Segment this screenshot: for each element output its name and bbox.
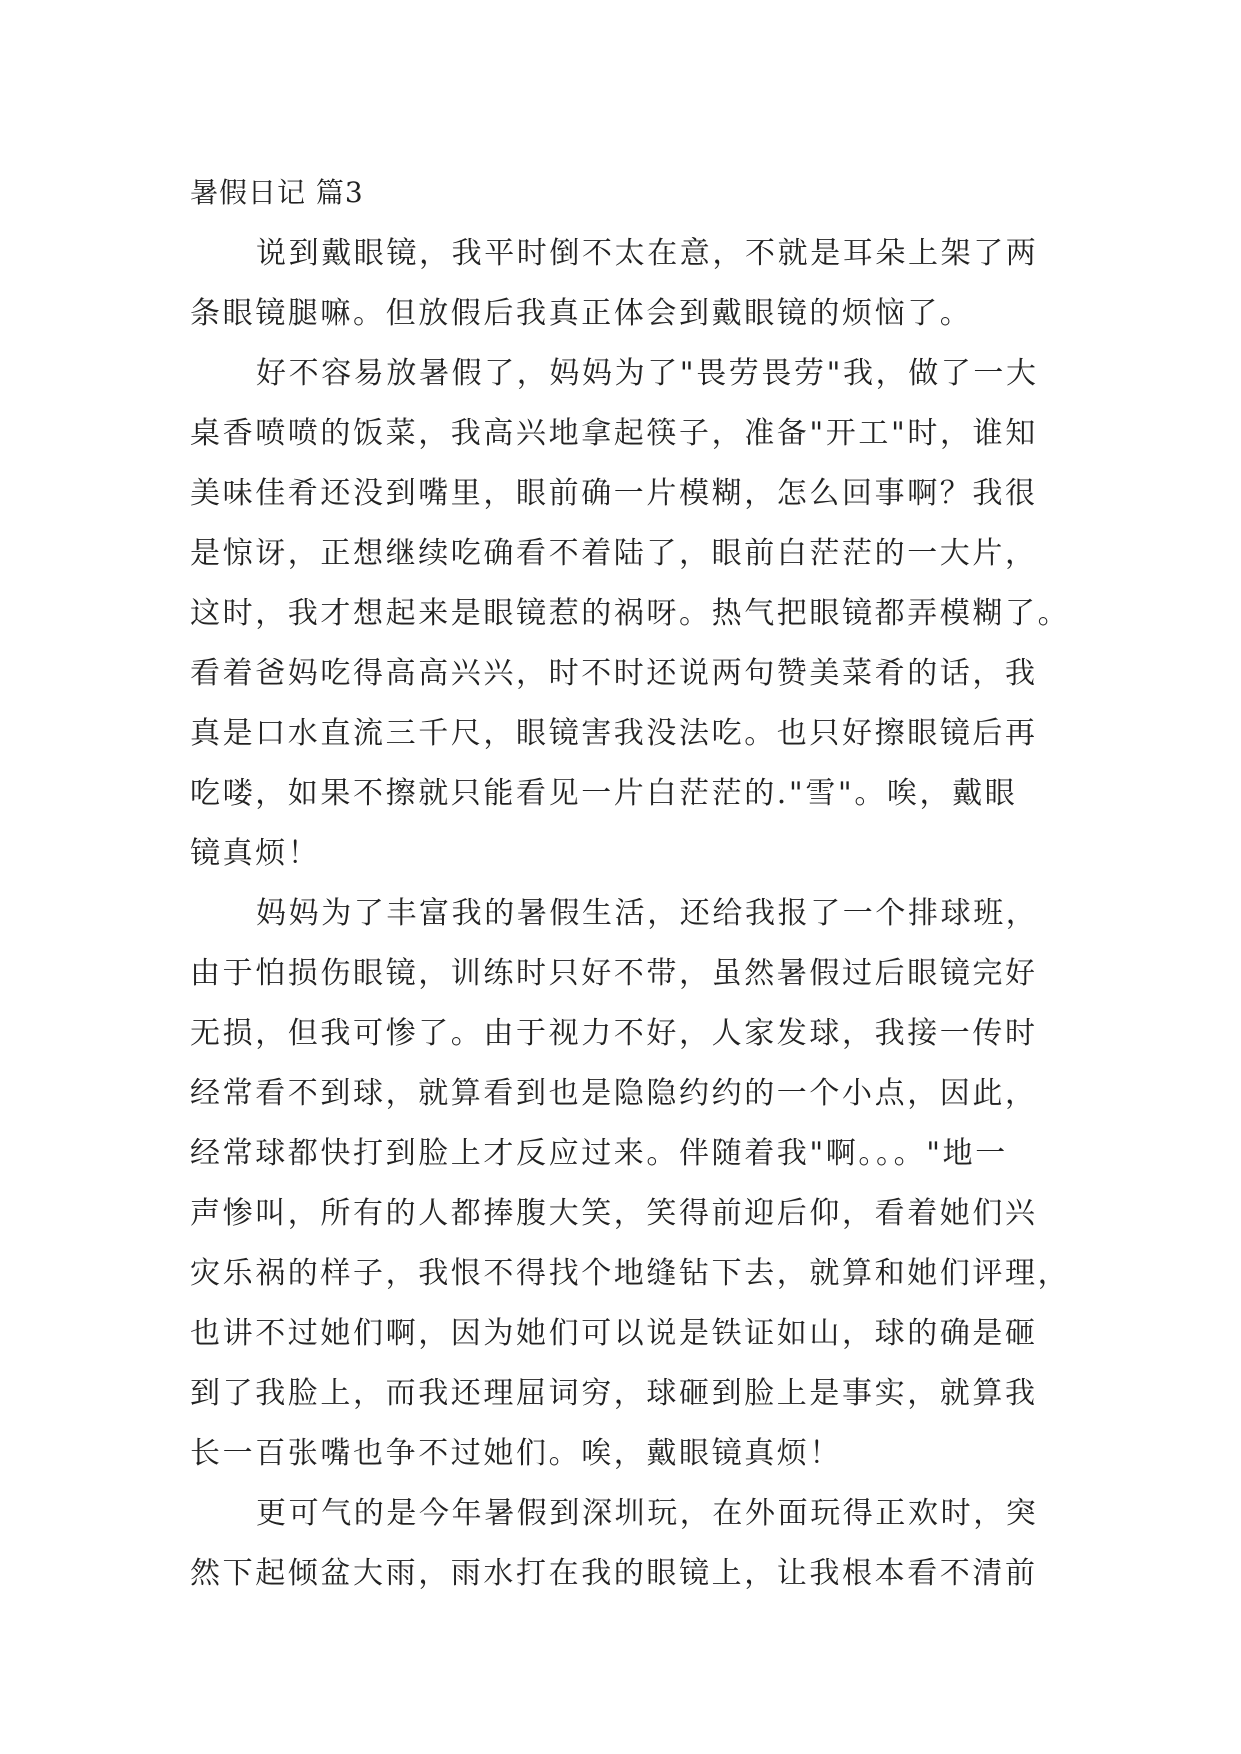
paragraph-line: 看着爸妈吃得高高兴兴，时不时还说两句赞美菜肴的话，我	[190, 656, 1038, 691]
paragraph-line: 是惊讶，正想继续吃确看不着陆了，眼前白茫茫的一大片，	[190, 536, 1038, 571]
document-title: 暑假日记 篇3	[190, 176, 364, 209]
paragraph-line: 吃喽，如果不擦就只能看见一片白茫茫的."雪"。唉，戴眼	[190, 776, 1018, 811]
paragraph-line: 好不容易放暑假了，妈妈为了"畏劳畏劳"我，做了一大	[256, 356, 1039, 391]
paragraph-line: 经常看不到球，就算看到也是隐隐约约的一个小点，因此，	[190, 1076, 1038, 1111]
paragraph-line: 条眼镜腿嘛。但放假后我真正体会到戴眼镜的烦恼了。	[190, 296, 973, 331]
paragraph-line: 也讲不过她们啊，因为她们可以说是铁证如山，球的确是砸	[190, 1316, 1038, 1351]
paragraph-line: 桌香喷喷的饭菜，我高兴地拿起筷子，准备"开工"时，谁知	[190, 416, 1038, 451]
paragraph-line: 说到戴眼镜，我平时倒不太在意，不就是耳朵上架了两	[256, 236, 1039, 271]
document-body	[190, 162, 1080, 1604]
paragraph-line: 这时，我才想起来是眼镜惹的祸呀。热气把眼镜都弄模糊了。	[190, 596, 1071, 631]
paragraph-line: 然下起倾盆大雨，雨水打在我的眼镜上，让我根本看不清前	[190, 1556, 1038, 1591]
paragraph-line: 长一百张嘴也争不过她们。唉，戴眼镜真烦！	[190, 1436, 842, 1471]
paragraph-line: 由于怕损伤眼镜，训练时只好不带，虽然暑假过后眼镜完好	[190, 956, 1038, 991]
paragraph-line: 到了我脸上，而我还理屈词穷，球砸到脸上是事实，就算我	[190, 1376, 1038, 1411]
paragraph-line: 妈妈为了丰富我的暑假生活，还给我报了一个排球班，	[256, 896, 1039, 931]
paragraph-line: 声惨叫，所有的人都捧腹大笑，笑得前迎后仰，看着她们兴	[190, 1196, 1038, 1231]
paragraph-line: 美味佳肴还没到嘴里，眼前确一片模糊，怎么回事啊？我很	[190, 476, 1038, 511]
paragraph-line: 灾乐祸的样子，我恨不得找个地缝钻下去，就算和她们评理，	[190, 1256, 1071, 1291]
paragraph-line: 更可气的是今年暑假到深圳玩，在外面玩得正欢时，突	[256, 1496, 1039, 1531]
paragraph-line: 经常球都快打到脸上才反应过来。伴随着我"啊。。。"地一	[190, 1136, 1008, 1171]
paragraph-line: 镜真烦！	[190, 836, 321, 871]
paragraph-line: 真是口水直流三千尺，眼镜害我没法吃。也只好擦眼镜后再	[190, 716, 1038, 751]
paragraph-line: 无损，但我可惨了。由于视力不好，人家发球，我接一传时	[190, 1016, 1038, 1051]
